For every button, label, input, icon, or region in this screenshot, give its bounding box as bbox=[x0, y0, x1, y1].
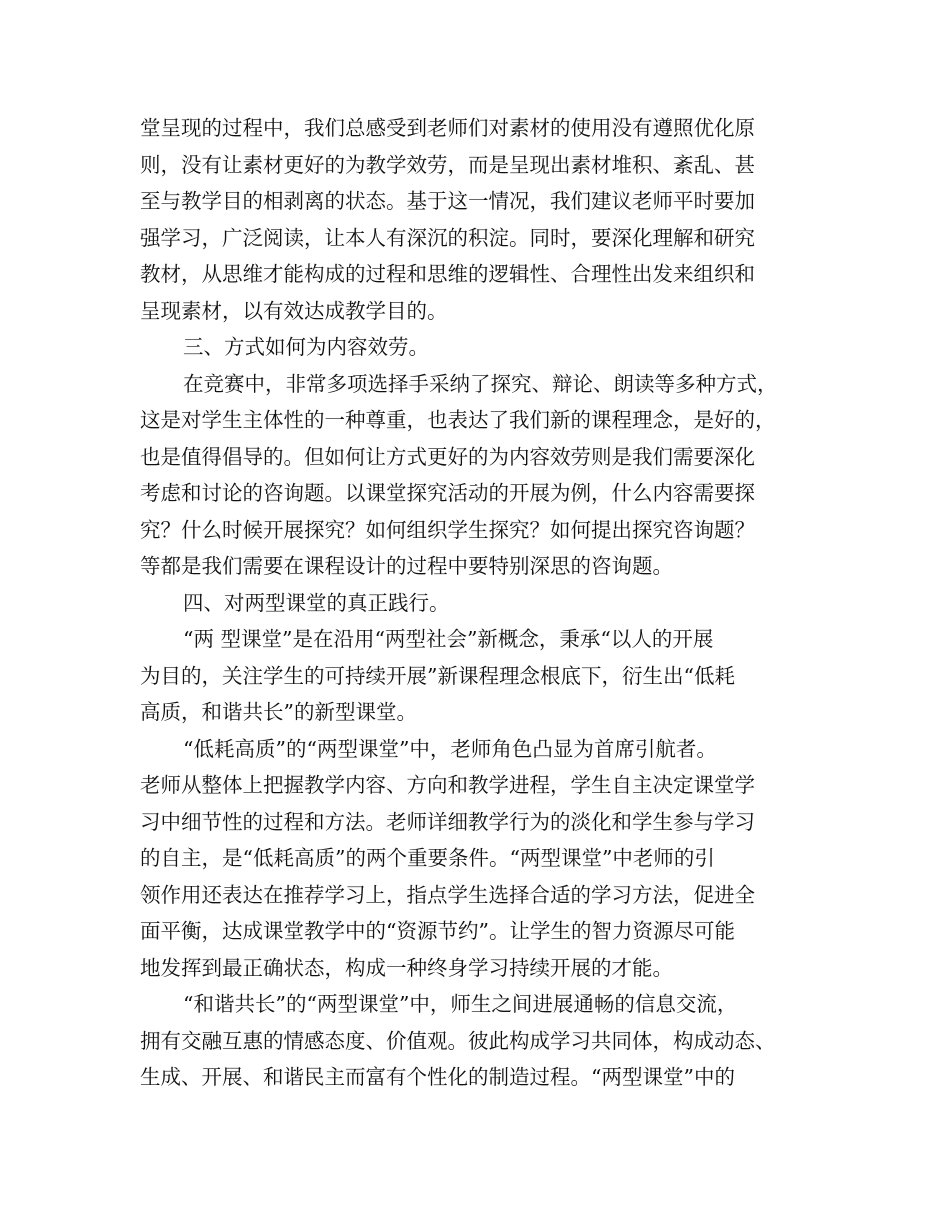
text-line: 也是值得倡导的。但如何让方式更好的为内容效劳则是我们需要深化 bbox=[140, 444, 755, 469]
text-line: “低耗高质”的“两型课堂”中，老师角色凸显为首席引航者。 bbox=[183, 736, 717, 761]
text-line: 面平衡，达成课堂教学中的“资源节约”。让学生的智力资源尽可能 bbox=[140, 919, 735, 943]
text-line: 的自主，是“低耗高质”的两个重要条件。“两型课堂”中老师的引 bbox=[140, 846, 715, 870]
text-line: 在竞赛中，非常多项选择手采纳了探究、辩论、朗读等多种方式， bbox=[183, 371, 778, 396]
text-line: 拥有交融互惠的情感态度、价值观。彼此构成学习共同体，构成动态、 bbox=[140, 1028, 776, 1053]
text-line: “两 型课堂”是在沿用“两型社会”新概念，秉承“以人的开展 bbox=[183, 627, 714, 651]
text-line: 四、对两型课堂的真正践行。 bbox=[183, 590, 450, 615]
text-line: 教材，从思维才能构成的过程和思维的逻辑性、合理性出发来组织和 bbox=[140, 262, 755, 286]
text-line: 老师从整体上把握教学内容、方向和教学进程，学生自主决定课堂学 bbox=[140, 773, 755, 797]
text-line: 等都是我们需要在课程设计的过程中要特别深思的咨询题。 bbox=[140, 554, 673, 578]
text-line: 呈现素材，以有效达成教学目的。 bbox=[140, 298, 448, 323]
text-line: 生成、开展、和谐民主而富有个性化的制造过程。“两型课堂”中的 bbox=[140, 1065, 735, 1089]
text-line: 至与教学目的相剥离的状态。基于这一情况，我们建议老师平时要加 bbox=[140, 189, 755, 213]
document-body bbox=[140, 110, 820, 1096]
text-line: 这是对学生主体性的一种尊重，也表达了我们新的课程理念，是好的， bbox=[140, 408, 776, 432]
text-line: 领作用还表达在推荐学习上，指点学生选择合适的学习方法，促进全 bbox=[140, 882, 755, 907]
text-line: 高质，和谐共长”的新型课堂。 bbox=[140, 700, 417, 724]
text-line: 为目的，关注学生的可持续开展”新课程理念根底下，衍生出“低耗 bbox=[140, 663, 735, 688]
text-line: 强学习，广泛阅读，让本人有深沉的积淀。同时，要深化理解和研究 bbox=[140, 225, 755, 250]
text-line: “和谐共长”的“两型课堂”中，师生之间进展通畅的信息交流， bbox=[183, 992, 738, 1016]
text-line: 究？什么时候开展探究？如何组织学生探究？如何提出探究咨询题？ bbox=[140, 517, 755, 542]
text-line: 习中细节性的过程和方法。老师详细教学行为的淡化和学生参与学习 bbox=[140, 809, 755, 834]
text-line: 考虑和讨论的咨询题。以课堂探究活动的开展为例，什么内容需要探 bbox=[140, 481, 755, 505]
text-line: 则，没有让素材更好的为教学效劳，而是呈现出素材堆积、紊乱、甚 bbox=[140, 152, 755, 177]
text-line: 堂呈现的过程中，我们总感受到老师们对素材的使用没有遵照优化原 bbox=[140, 116, 755, 140]
text-line: 三、方式如何为内容效劳。 bbox=[183, 335, 429, 359]
text-line: 地发挥到最正确状态，构成一种终身学习持续开展的才能。 bbox=[140, 955, 673, 980]
